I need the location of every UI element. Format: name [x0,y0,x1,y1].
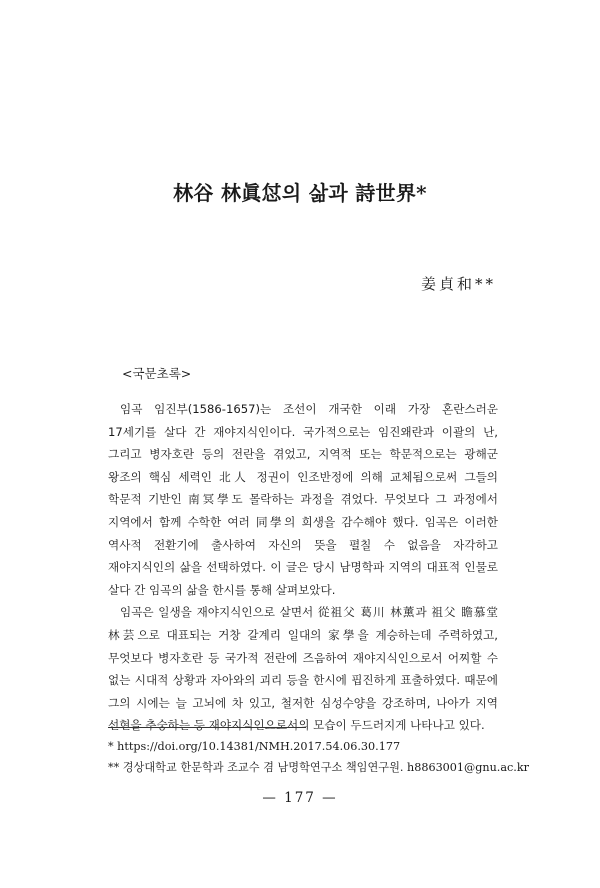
footnotes [108,736,528,778]
footnote-divider [108,727,306,728]
abstract-label: <국문초록> [122,366,192,381]
footnote-doi: * https://doi.org/10.14381/NMH.2017.54.06.30.177 [108,740,401,753]
page-number: — 177 — [262,790,338,806]
author-name: 姜貞和** [420,275,496,293]
abstract-body [108,398,498,737]
paper-title: 林谷 林眞怤의 삶과 詩世界* [173,181,427,205]
abstract-paragraph: 임곡은 일생을 재야지식인으로 살면서 從祖父 葛川 林薰과 祖父 瞻慕堂 林芸으로 대표되는 거창 갈계리 일대의 家學을 계승하는데 주력하였고, 무엇보다 병자호란 등 국가적 전란에 즈음하여 재야지식인으로서 어찌할 수 없는 시대적 상황과 자아와의 괴리 등을 한시에 핍진하게 표출하였다. 때문에 그의 시에는 늘 고뇌에 차 있고, 철저한 심성수양을 강조하며, 나아가 지역 선현을 추숭하는 등 재야지식인으로서의 모습이 두드러지게 나타나고 있다. [108,605,498,733]
abstract-paragraph: 임곡 임진부(1586-1657)는 조선이 개국한 이래 가장 혼란스러운 17세기를 살다 간 재야지식인이다. 국가적으로는 임진왜란과 이괄의 난, 그리고 병자호란 등의 전란을 겪었고, 지역적 또는 학문적으로는 광해군 왕조의 핵심 세력인 北人 정권이 인조반정에 의해 교체됨으로써 그들의 학문적 기반인 南冥學도 몰락하는 과정을 겪었다. 무엇보다 그 과정에서 지역에서 함께 수학한 여러 同學의 희생을 감수해야 했다. 임곡은 이러한 역사적 전환기에 출사하여 자신의 뜻을 펼칠 수 없음을 자각하고 재야지식인의 삶을 선택하였다. 이 글은 당시 남명학파 지역의 대표적 인물로 살다 간 임곡의 삶을 한시를 통해 살펴보았다. [108,402,498,597]
footnote-author-affiliation: ** 경상대학교 한문학과 조교수 겸 남명학연구소 책임연구원. h8863001@gnu.ac.kr [108,761,529,774]
